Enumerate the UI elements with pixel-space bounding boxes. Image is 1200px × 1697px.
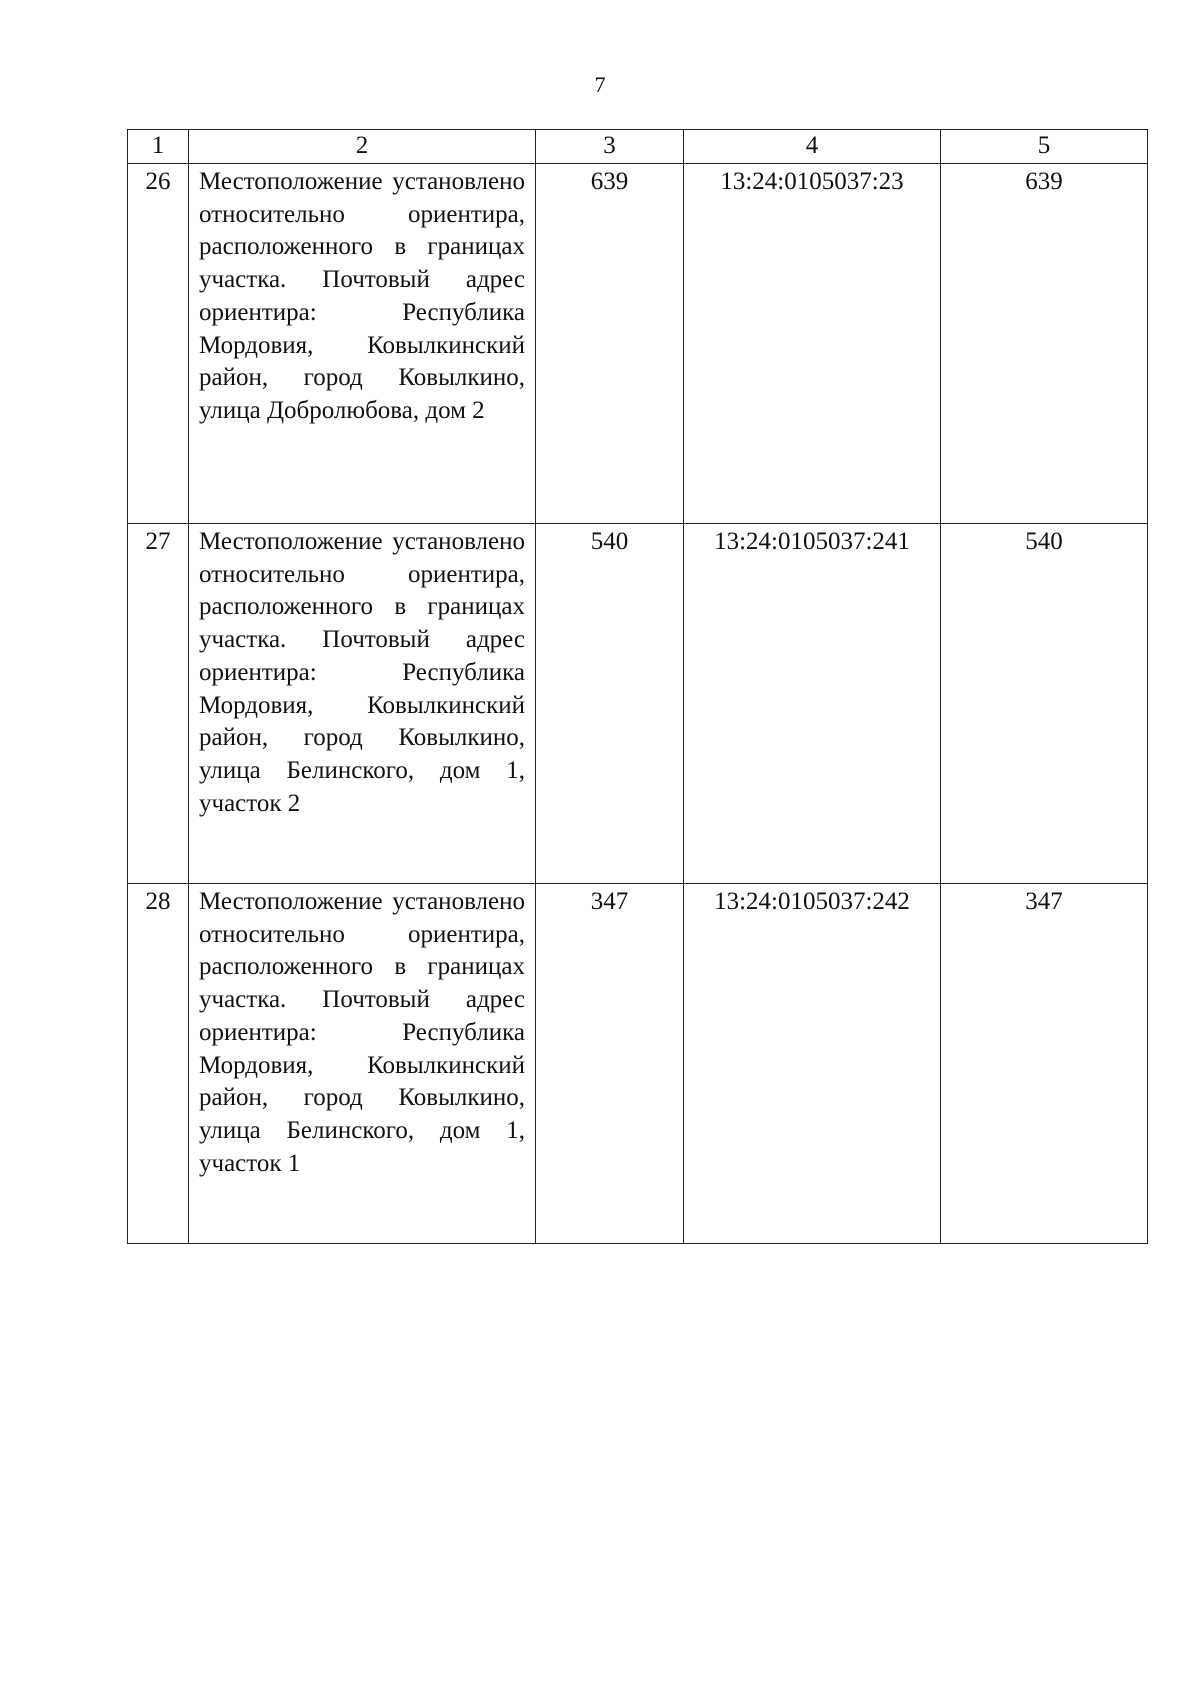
- table-header-row: [128, 130, 1148, 164]
- row-number: 28: [128, 884, 189, 1244]
- cadastral-number: 13:24:0105037:241: [684, 524, 941, 884]
- row-number: 27: [128, 524, 189, 884]
- cadastral-number: 13:24:0105037:23: [684, 164, 941, 524]
- header-cell-5: 5: [941, 130, 1148, 164]
- header-cell-3: 3: [536, 130, 684, 164]
- area-total-value: 639: [941, 164, 1148, 524]
- area-value: 540: [536, 524, 684, 884]
- area-total-value: 347: [941, 884, 1148, 1244]
- location-description: [189, 884, 536, 1244]
- header-cell-2: 2: [189, 130, 536, 164]
- location-description-text: Местоположение установлено относительно ориентира, расположенного в границах участка. Почтовый адрес ориентира: Республика Мордовия, Ковылкинский район, город Ковылкино, улица Белинского, дом 1, участок 2: [199, 528, 525, 817]
- table-row: [128, 884, 1148, 1244]
- land-plots-table: [127, 129, 1148, 1244]
- header-cell-4: 4: [684, 130, 941, 164]
- area-total-value: 540: [941, 524, 1148, 884]
- location-description: [189, 164, 536, 524]
- area-value: 639: [536, 164, 684, 524]
- page-number: 7: [594, 72, 606, 97]
- location-description-text: Местоположение установлено относительно ориентира, расположенного в границах участка. Почтовый адрес ориентира: Республика Мордовия, Ковылкинский район, город Ковылкино, улица Добролюбова, дом 2: [199, 168, 525, 424]
- location-description: [189, 524, 536, 884]
- table-row: [128, 164, 1148, 524]
- cadastral-number: 13:24:0105037:242: [684, 884, 941, 1244]
- table-row: [128, 524, 1148, 884]
- location-description-text: Местоположение установлено относительно ориентира, расположенного в границах участка. Почтовый адрес ориентира: Республика Мордовия, Ковылкинский район, город Ковылкино, улица Белинского, дом 1, участок 1: [199, 888, 525, 1177]
- area-value: 347: [536, 884, 684, 1244]
- header-cell-1: 1: [128, 130, 189, 164]
- row-number: 26: [128, 164, 189, 524]
